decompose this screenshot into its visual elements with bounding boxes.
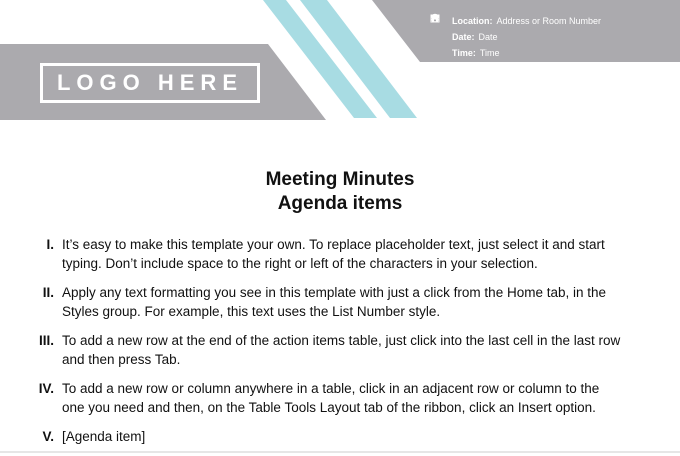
list-item-text: It’s easy to make this template your own. To replace placeholder text, just select it and start typing. Don’t include space to the right or left of the characters in your selection. [62,237,605,271]
list-item [0,379,680,417]
list-item-number: I. [46,237,54,252]
meta-date-label: Date: [452,32,475,42]
agenda-list [0,235,680,456]
meta-time [430,45,601,61]
list-item-number: V. [42,429,54,444]
list-item [0,235,680,273]
document-subtitle: Agenda items [277,193,403,214]
list-item-text: To add a new row or column anywhere in a table, click in an adjacent row or column to the one you need and then, on the Table Tools Layout tab of the ribbon, click an Insert option. [62,381,600,415]
meta-location [430,13,601,29]
meeting-meta [430,13,601,61]
meta-date [430,29,601,45]
calendar-icon [430,31,442,43]
list-item-text: [Agenda item] [62,429,146,444]
meta-location-value: Address or Room Number [496,16,602,26]
list-item-number: III. [38,333,54,348]
logo-placeholder [40,63,260,103]
list-item-text: Apply any text formatting you see in this template with just a click from the Home tab, in the Styles group. For example, this text uses the List Number style. [62,285,607,319]
meta-time-label: Time: [452,48,476,58]
meta-date-value: Date [478,32,498,42]
document-title-block [0,168,680,216]
meta-time-value: Time [479,48,500,58]
logo-text: LOGO HERE [56,70,243,95]
list-item-number: IV. [38,381,54,396]
document-title: Meeting Minutes [265,169,415,190]
meta-location-label: Location: [452,16,493,26]
list-item [0,331,680,369]
header-banner [0,0,680,160]
clock-icon [430,47,442,59]
list-item-number: II. [42,285,54,300]
list-item [0,427,680,446]
list-item [0,283,680,321]
list-item-text: To add a new row at the end of the action items table, just click into the last cell in the last row and then press Tab. [62,333,621,367]
